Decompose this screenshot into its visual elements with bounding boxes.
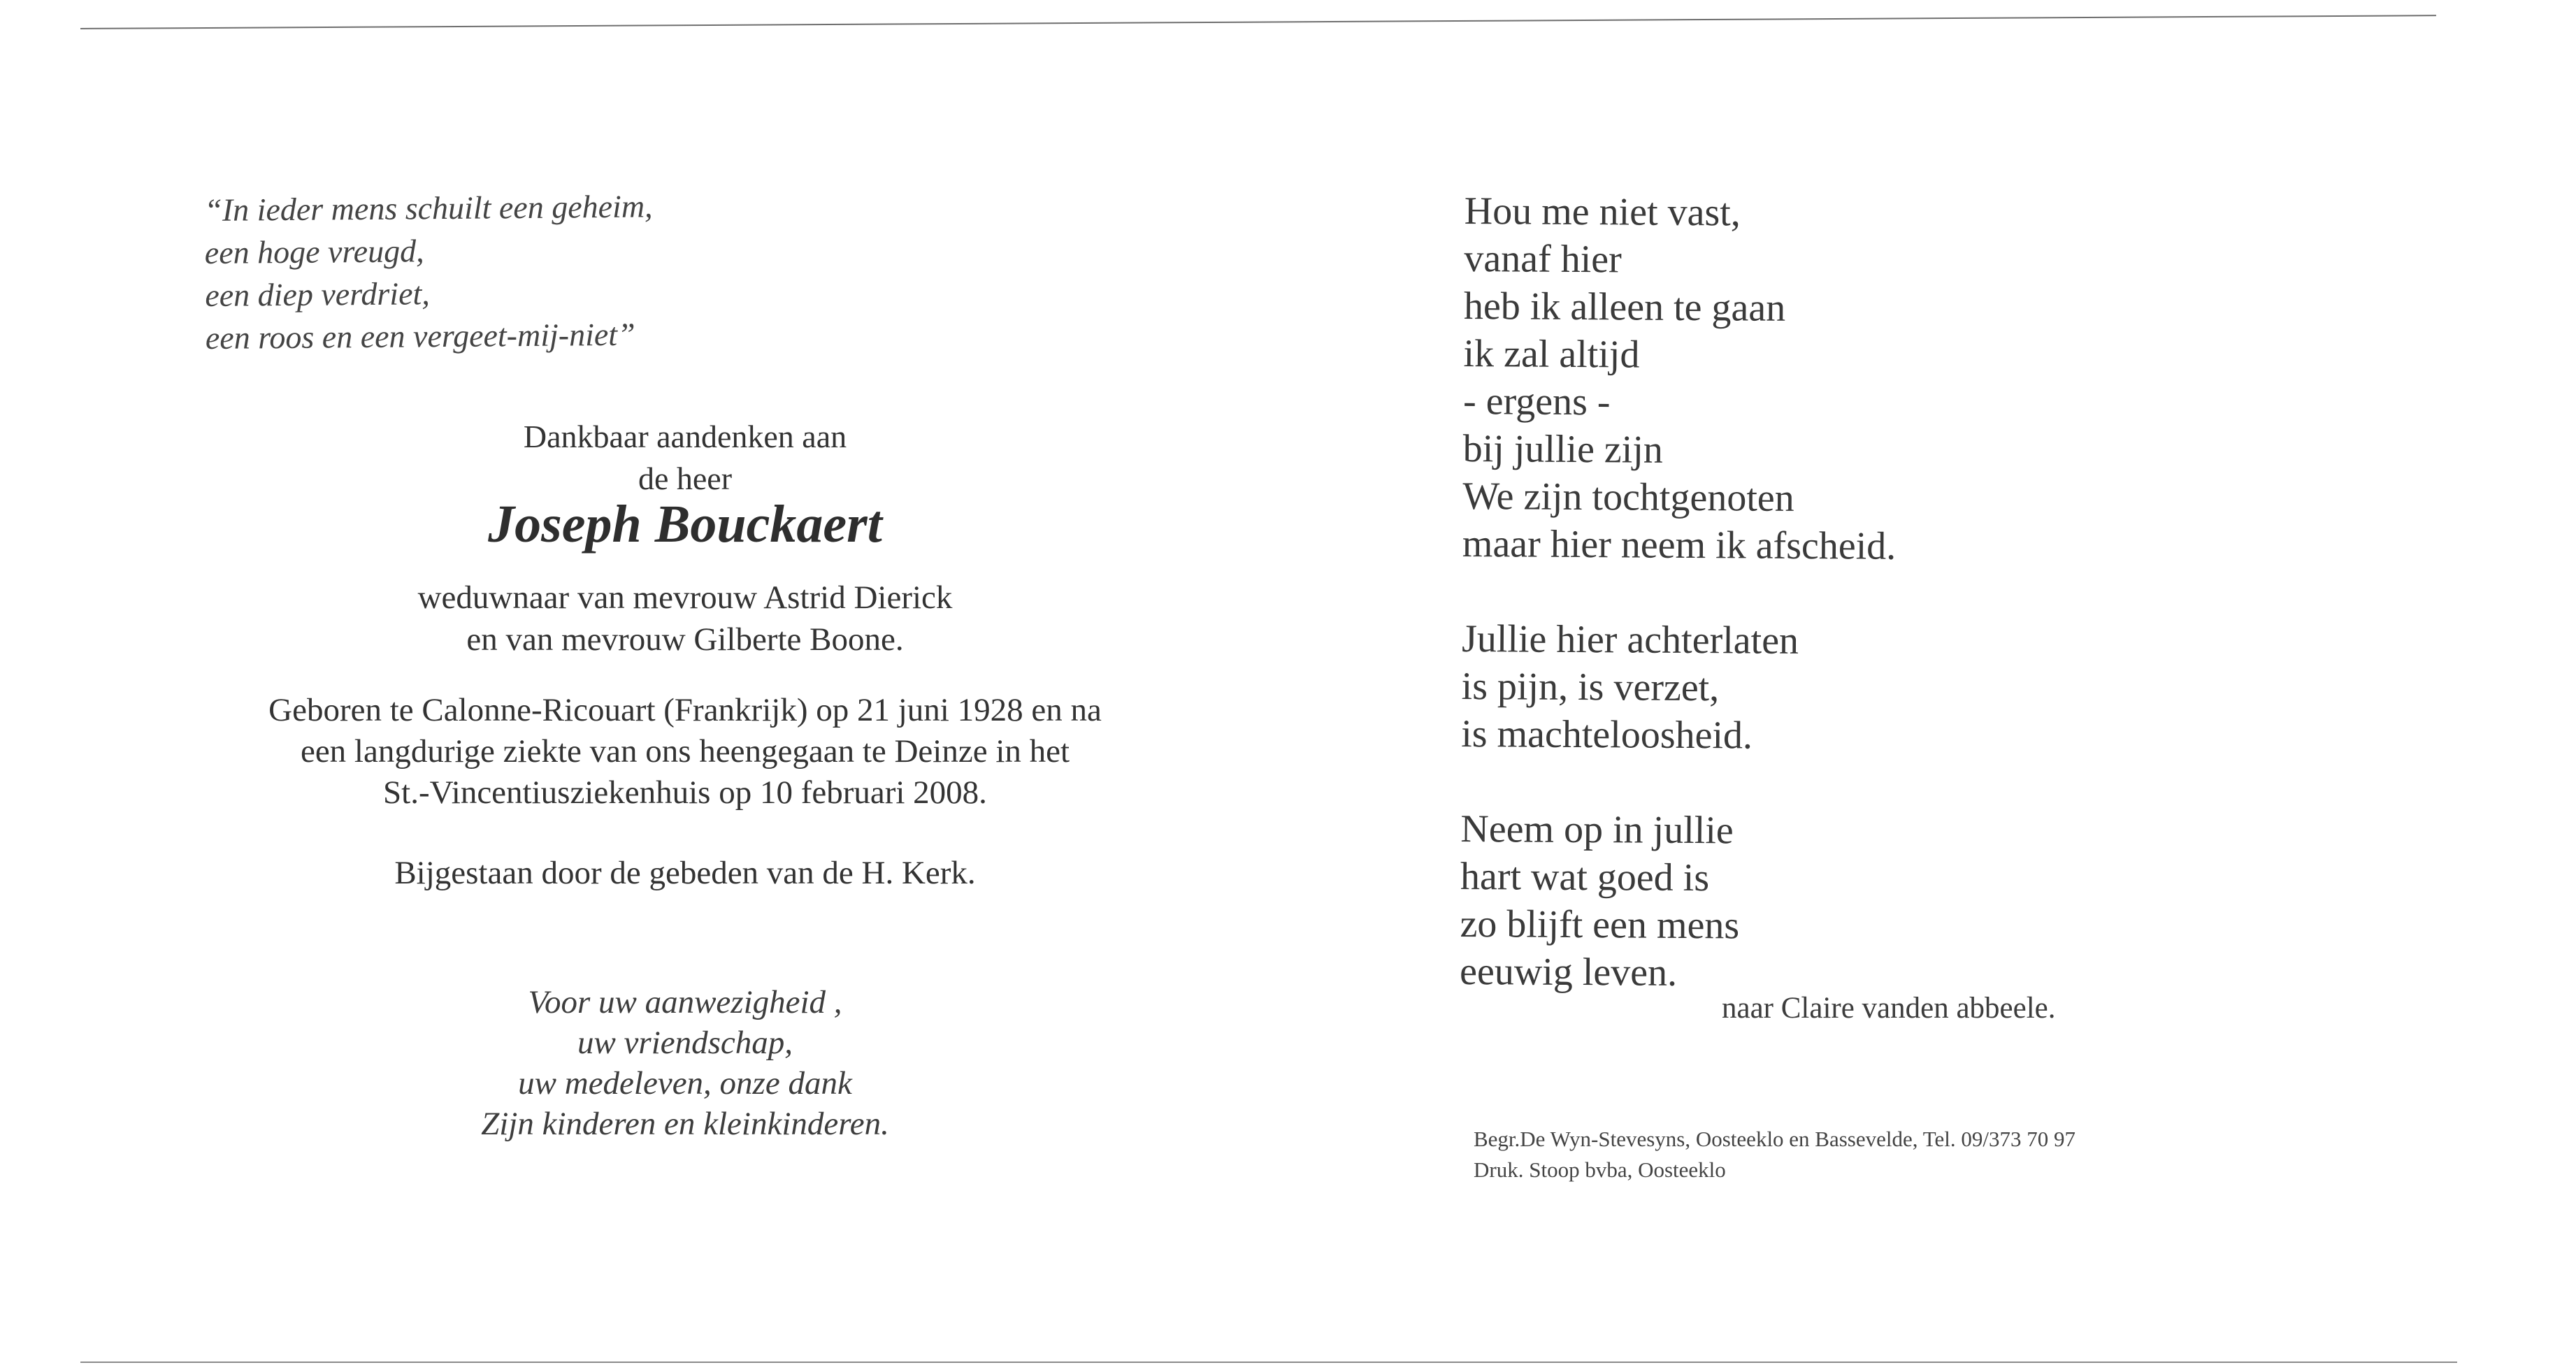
quote-line: een hoge vreugd, (204, 233, 424, 270)
birth-death-text (126, 690, 1244, 814)
poem-line: bij jullie zijn (1462, 426, 1664, 472)
thanks-text (126, 982, 1244, 1144)
widower-text (126, 577, 1244, 660)
poem-line: Jullie hier achterlaten (1461, 616, 1799, 663)
birth-line: Geboren te Calonne-Ricouart (Frankrijk) op 21 juni 1928 en na (268, 692, 1102, 728)
intro-line: Dankbaar aandenken aan (523, 419, 847, 454)
birth-line: een langdurige ziekte van ons heengegaan te Deinze in het (300, 733, 1070, 770)
poem-line: is machteloosheid. (1461, 712, 1753, 758)
poem-stanza (1460, 805, 2440, 1002)
remembrance-intro (126, 416, 1244, 500)
intro-line: de heer (638, 461, 733, 496)
widower-line: en van mevrouw Gilberte Boone. (466, 621, 904, 658)
poem-line: hart wat goed is (1460, 854, 1710, 900)
poem-stanza (1462, 187, 2443, 574)
thanks-line: uw vriendschap, (577, 1025, 793, 1061)
poem-line: heb ik alleen te gaan (1463, 284, 1786, 330)
quote-line: een roos en een vergeet-mij-niet” (205, 316, 635, 356)
poem-attribution: naar Claire vanden abbeele. (1722, 992, 2056, 1025)
print-shop-line: Druk. Stoop bvba, Oosteeklo (1474, 1157, 1726, 1182)
deceased-name: Joseph Bouckaert (488, 495, 882, 554)
printer-credits (1474, 1124, 2075, 1185)
poem-line: We zijn tochtgenoten (1462, 474, 1794, 520)
poem-line: zo blijft een mens (1460, 902, 1740, 948)
poem-line: eeuwig leven. (1459, 949, 1678, 995)
widower-line: weduwnaar van mevrouw Astrid Dierick (417, 579, 953, 616)
poem-line: is pijn, is verzet, (1461, 664, 1720, 710)
bottom-divider (80, 1362, 2457, 1363)
church-text: Bijgestaan door de gebeden van de H. Kerk. (394, 855, 976, 891)
birth-line: St.-Vincentiusziekenhuis op 10 februari 2008. (383, 774, 987, 811)
left-panel (126, 188, 1244, 1142)
poem (1460, 187, 2443, 1002)
opening-quote (204, 180, 1246, 359)
poem-line: Hou me niet vast, (1464, 189, 1741, 235)
quote-line: “In ieder mens schuilt een geheim, (204, 188, 653, 228)
top-divider (80, 15, 2436, 29)
poem-line: Neem op in jullie (1460, 807, 1734, 853)
thanks-line: Voor uw aanwezigheid , (528, 984, 842, 1020)
thanks-line: Zijn kinderen en kleinkinderen. (481, 1106, 889, 1142)
funeral-home-line: Begr.De Wyn-Stevesyns, Oosteeklo en Bassevelde, Tel. 09/373 70 97 (1474, 1127, 2075, 1151)
thanks-line: uw medeleven, onze dank (518, 1065, 852, 1102)
poem-line: maar hier neem ik afscheid. (1462, 521, 1897, 568)
quote-line: een diep verdriet, (205, 275, 430, 313)
poem-line: - ergens - (1462, 379, 1611, 424)
poem-line: vanaf hier (1464, 236, 1622, 282)
poem-stanza (1461, 615, 2440, 764)
poem-line: ik zal altijd (1463, 331, 1640, 377)
